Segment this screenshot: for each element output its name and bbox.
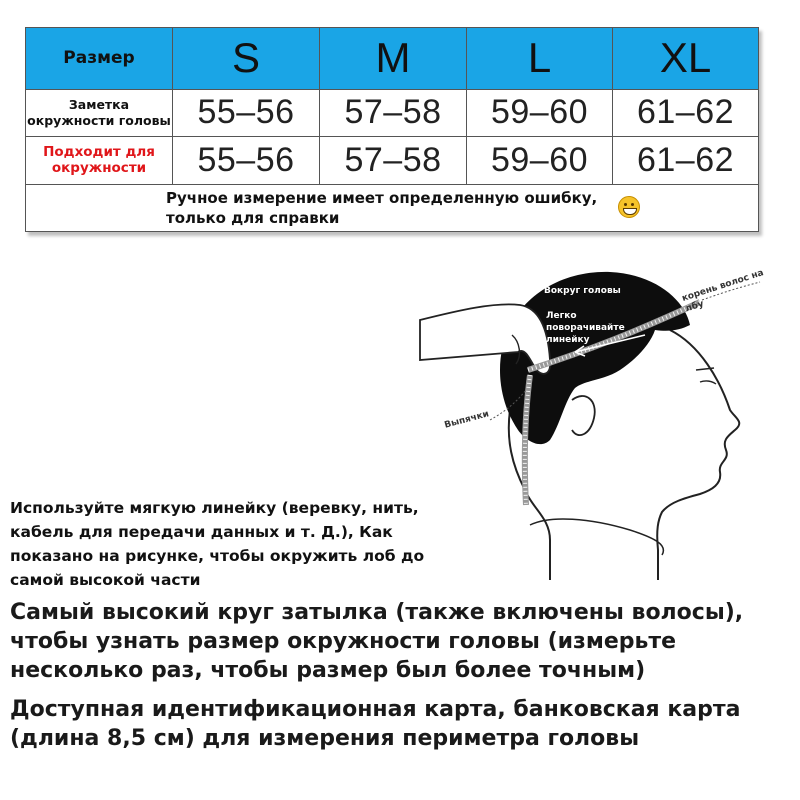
note-line-2: только для справки <box>166 208 340 227</box>
note-row <box>26 184 759 232</box>
grinning-face-icon <box>618 196 640 218</box>
size-xl: XL <box>613 28 759 90</box>
size-s: S <box>173 28 320 90</box>
table-row <box>26 137 759 184</box>
label-hairline: корень волос на лбу <box>680 268 766 315</box>
table-cell: 59–60 <box>467 89 613 136</box>
table-cell: 55–56 <box>173 89 320 136</box>
card-measurement-paragraph: Доступная идентификационная карта, банковская карта (длина 8,5 см) для измерения периметра головы <box>10 697 741 751</box>
size-chart-table <box>25 27 759 232</box>
size-l: L <box>467 28 613 90</box>
note-line-1: Ручное измерение имеет определенную ошибку, <box>166 188 598 207</box>
measurement-paragraph: Самый высокий круг затылка (также включены волосы), чтобы узнать размер окружности головы (измерьте несколько раз, чтобы размер был более точным) <box>10 600 744 683</box>
row-label-head-circumference: Заметка окружности головы <box>26 89 173 136</box>
table-cell: 57–58 <box>320 89 467 136</box>
table-row <box>26 89 759 136</box>
table-cell: 61–62 <box>613 89 759 136</box>
size-header-row <box>26 28 759 90</box>
table-cell: 57–58 <box>320 137 467 184</box>
size-header-label: Размер <box>26 28 173 90</box>
row-label-fits: Подходит для окружности <box>26 137 173 184</box>
size-m: M <box>320 28 467 90</box>
table-cell: 59–60 <box>467 137 613 184</box>
table-cell: 61–62 <box>613 137 759 184</box>
measurement-note <box>26 184 759 232</box>
label-around-head: Вокруг головы <box>544 286 621 296</box>
instruction-text: Используйте мягкую линейку (веревку, нить, кабель для передачи данных и т. Д.), Как показано на рисунке, чтобы окружить лоб до самой высокой части <box>10 499 425 589</box>
table-cell: 55–56 <box>173 137 320 184</box>
label-rotate-ruler: Легко поворачивайте линейку <box>546 311 625 345</box>
label-bumps: Выпячки <box>443 409 491 431</box>
